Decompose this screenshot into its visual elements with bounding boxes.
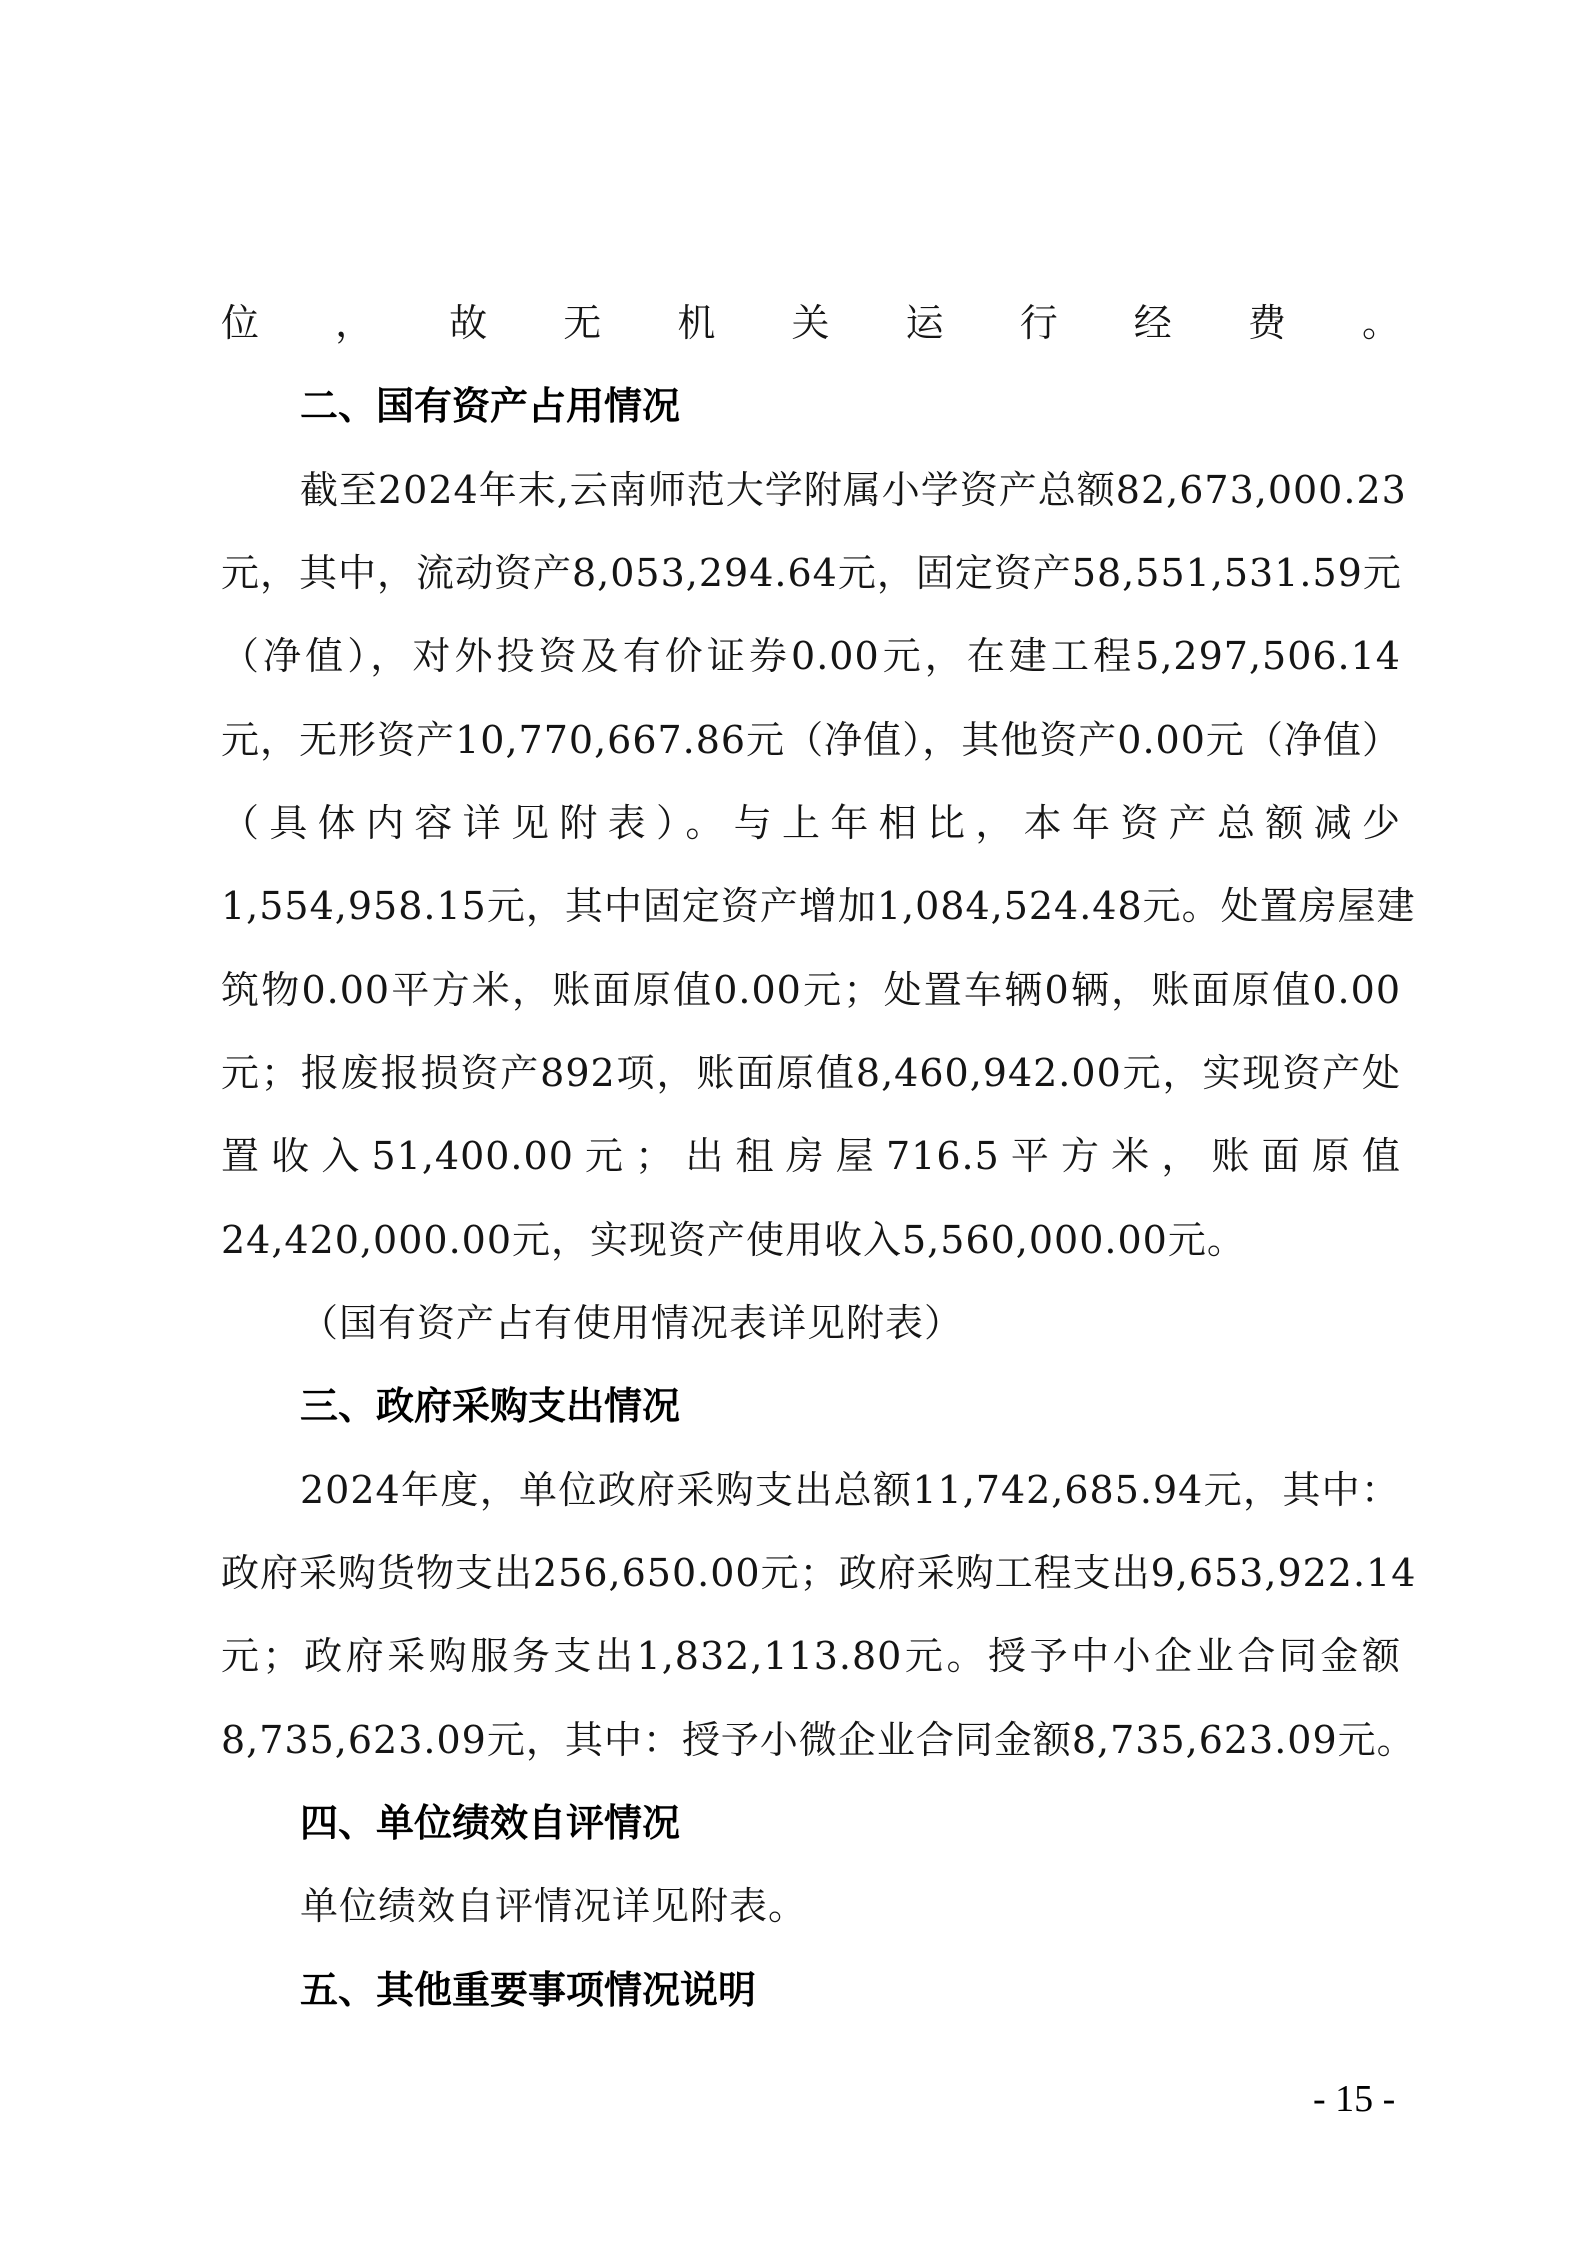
body-line: 政府采购货物支出256,650.00元；政府采购工程支出9,653,922.14 [221, 1551, 1417, 1595]
body-line: （具体内容详见附表）。与上年相比，本年资产总额减少 [221, 801, 1401, 845]
section-heading-3: 三、政府采购支出情况 [300, 1384, 681, 1428]
body-line: 1,554,958.15元，其中固定资产增加1,084,524.48元。处置房屋建 [221, 884, 1416, 928]
section-heading-5: 五、其他重要事项情况说明 [300, 1968, 757, 2012]
page-number: - 15 - [1313, 2078, 1396, 2120]
body-line: 筑物0.00平方米，账面原值0.00元；处置车辆0辆，账面原值0.00 [221, 968, 1401, 1012]
body-line: 元，无形资产10,770,667.86元（净值），其他资产0.00元（净值） [221, 718, 1401, 762]
section-heading-4: 四、单位绩效自评情况 [300, 1801, 681, 1845]
body-line: 24,420,000.00元，实现资产使用收入5,560,000.00元。 [221, 1218, 1246, 1262]
section-heading-2: 二、国有资产占用情况 [300, 384, 681, 428]
body-line: （国有资产占有使用情况表详见附表） [300, 1301, 964, 1345]
body-line: 截至2024年末,云南师范大学附属小学资产总额82,673,000.23 [300, 468, 1407, 512]
body-line: 元；政府采购服务支出1,832,113.80元。授予中小企业合同金额 [221, 1634, 1401, 1678]
body-line: 元，其中，流动资产8,053,294.64元，固定资产58,551,531.59元 [221, 551, 1402, 595]
body-line: 元；报废报损资产892项，账面原值8,460,942.00元，实现资产处 [221, 1051, 1401, 1095]
body-line: 单位绩效自评情况详见附表。 [300, 1884, 808, 1928]
body-line: 位，故无机关运行经费。 [221, 301, 1401, 345]
body-line: （净值），对外投资及有价证券0.00元，在建工程5,297,506.14 [221, 634, 1401, 678]
body-line: 置收入51,400.00元；出租房屋716.5平方米，账面原值 [221, 1134, 1401, 1178]
body-line: 2024年度，单位政府采购支出总额11,742,685.94元，其中： [300, 1468, 1400, 1512]
body-line: 8,735,623.09元，其中：授予小微企业合同金额8,735,623.09元。 [221, 1718, 1416, 1762]
